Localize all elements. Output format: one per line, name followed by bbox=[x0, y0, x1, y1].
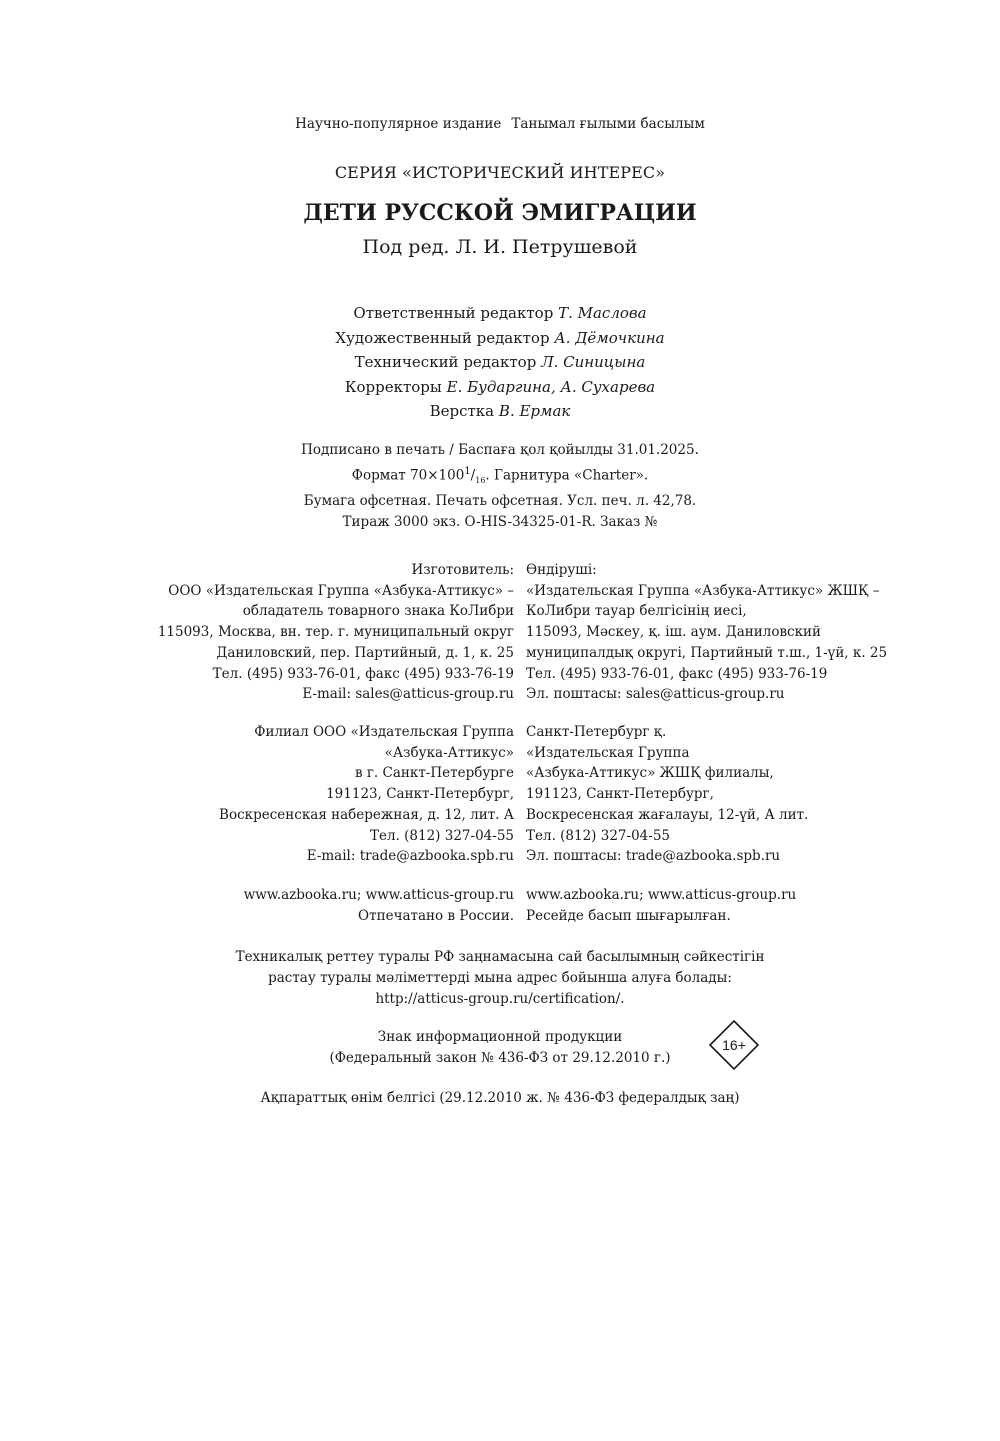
text-line: Тел. (495) 933-76-01, факс (495) 933-76-19 bbox=[526, 665, 828, 682]
staff-role: Технический редактор bbox=[354, 353, 537, 372]
text-line: в г. Санкт-Петербурге bbox=[354, 765, 514, 782]
web-kz bbox=[526, 885, 796, 926]
staff-role: Верстка bbox=[429, 402, 495, 421]
book-editor: Под ред. Л. И. Петрушевой bbox=[362, 236, 638, 258]
text-line: 115093, Мәскеу, қ. іш. аум. Даниловский bbox=[526, 624, 822, 641]
staff-item bbox=[0, 375, 1000, 400]
text-line: (Федеральный закон № 436-ФЗ от 29.12.2010 г.) bbox=[329, 1050, 671, 1066]
text-line: «Азбука-Аттикус» ЖШҚ филиалы, bbox=[526, 765, 774, 782]
staff-role: Ответственный редактор bbox=[353, 304, 554, 322]
text-line: «Издательская Группа «Азбука-Аттикус» ЖШҚ – bbox=[526, 582, 880, 599]
web-ru bbox=[244, 885, 514, 926]
paper-line: Бумага офсетная. Печать офсетная. Усл. печ. л. 42,78. bbox=[303, 493, 697, 510]
text-line: Даниловский, пер. Партийный, д. 1, к. 25 bbox=[216, 644, 514, 661]
text-line: растау туралы мәліметтерді мына адрес бойынша алуға болады: bbox=[268, 970, 732, 986]
website-links: www.azbooka.ru; www.atticus-group.ru bbox=[526, 887, 797, 903]
text-line: «Издательская Группа bbox=[526, 744, 690, 761]
text-line: Өндіруші: bbox=[526, 562, 597, 578]
branch-kz bbox=[526, 722, 808, 867]
series-name: СЕРИЯ «ИСТОРИЧЕСКИЙ ИНТЕРЕС» bbox=[334, 163, 666, 182]
print-info bbox=[0, 440, 1000, 533]
typeface-text: . Гарнитура «Charter». bbox=[485, 467, 649, 484]
manufacturer-kz bbox=[526, 560, 887, 705]
text-line: Санкт-Петербург қ. bbox=[526, 724, 667, 740]
email-line: E-mail: trade@azbooka.spb.ru bbox=[306, 848, 514, 865]
certification-note bbox=[0, 947, 1000, 1010]
text-line: 191123, Санкт-Петербург, bbox=[326, 786, 514, 803]
staff-name: А. Дёмочкина bbox=[554, 328, 665, 347]
text-line: Воскресенская набережная, д. 12, лит. А bbox=[219, 806, 514, 823]
text-line: обладатель товарного знака КоЛибри bbox=[242, 603, 514, 620]
text-line: Техникалық реттеу туралы РФ заңнамасына сай басылымның сәйкестігін bbox=[235, 949, 765, 965]
info-sign-kz: Ақпараттық өнім белгісі (29.12.2010 ж. № 436-ФЗ федералдық заң) bbox=[260, 1090, 740, 1106]
text-line: «Азбука-Аттикус» bbox=[384, 744, 514, 761]
email-line: Эл. поштасы: sales@atticus-group.ru bbox=[526, 686, 785, 703]
staff-item bbox=[0, 326, 1000, 351]
text-line: Воскресенская жағалауы, 12-үй, А лит. bbox=[526, 806, 809, 823]
text-line: Тел. (812) 327-04-55 bbox=[526, 827, 670, 844]
format-line: Формат $70\times 100^1/_{16}$. Гарнитура «Charter». bbox=[351, 466, 649, 486]
text-line: 115093, Москва, вн. тер. г. муниципальный округ bbox=[157, 624, 514, 641]
text-line: Изготовитель: bbox=[411, 562, 514, 578]
staff-list bbox=[0, 301, 1000, 424]
text-line: Филиал ООО «Издательская Группа bbox=[254, 724, 514, 740]
book-title: ДЕТИ РУССКОЙ ЭМИГРАЦИИ bbox=[303, 200, 697, 226]
printed-in: Ресейде басып шығарылған. bbox=[526, 907, 731, 924]
run-line: Тираж 3000 экз. O-HIS-34325-01-R. Заказ № bbox=[342, 514, 658, 531]
edition-kind-kz: Танымал ғылыми басылым bbox=[511, 116, 705, 132]
email-line: Эл. поштасы: trade@azbooka.spb.ru bbox=[526, 848, 781, 865]
email-line: E-mail: sales@atticus-group.ru bbox=[302, 686, 514, 703]
info-sign-text bbox=[0, 1027, 1000, 1069]
staff-name: Е. Бударгина, А. Сухарева bbox=[446, 377, 656, 396]
text-line: КоЛибри тауар белгісінің иесі, bbox=[526, 603, 747, 620]
age-rating-badge bbox=[708, 1019, 760, 1071]
text-line: 191123, Санкт-Петербург, bbox=[526, 786, 714, 803]
text-line: Тел. (495) 933-76-01, факс (495) 933-76-19 bbox=[212, 665, 514, 682]
staff-role: Корректоры bbox=[344, 377, 442, 396]
branch-ru bbox=[219, 722, 514, 867]
staff-name: Л. Синицына bbox=[541, 353, 646, 372]
text-line: муниципалдық округі, Партийный т.ш., 1-үй, к. 25 bbox=[526, 644, 888, 661]
printed-in: Отпечатано в России. bbox=[358, 907, 514, 924]
staff-item bbox=[0, 301, 1000, 326]
staff-item bbox=[0, 350, 1000, 375]
edition-kind-ru: Научно-популярное издание bbox=[295, 116, 502, 132]
text-line: Тел. (812) 327-04-55 bbox=[370, 827, 514, 844]
staff-name: Т. Маслова bbox=[558, 304, 647, 322]
staff-name: В. Ермак bbox=[498, 402, 571, 421]
certification-url: http://atticus-group.ru/certification/. bbox=[375, 991, 625, 1007]
format-numerator: 1 bbox=[464, 466, 471, 477]
staff-role: Художественный редактор bbox=[335, 328, 550, 347]
age-rating-text: 16+ bbox=[722, 1037, 746, 1053]
edition-kind bbox=[0, 116, 1000, 132]
text-line: ООО «Издательская Группа «Азбука-Аттикус» – bbox=[168, 582, 514, 599]
signed-date: Подписано в печать / Баспаға қол қойылды 31.01.2025. bbox=[301, 442, 699, 458]
format-text: Формат 70×100 bbox=[351, 467, 465, 484]
manufacturer-ru bbox=[158, 560, 514, 705]
format-denominator: 16 bbox=[475, 476, 486, 486]
staff-item bbox=[0, 399, 1000, 424]
website-links: www.azbooka.ru; www.atticus-group.ru bbox=[243, 887, 514, 903]
text-line: Знак информационной продукции bbox=[377, 1029, 623, 1045]
